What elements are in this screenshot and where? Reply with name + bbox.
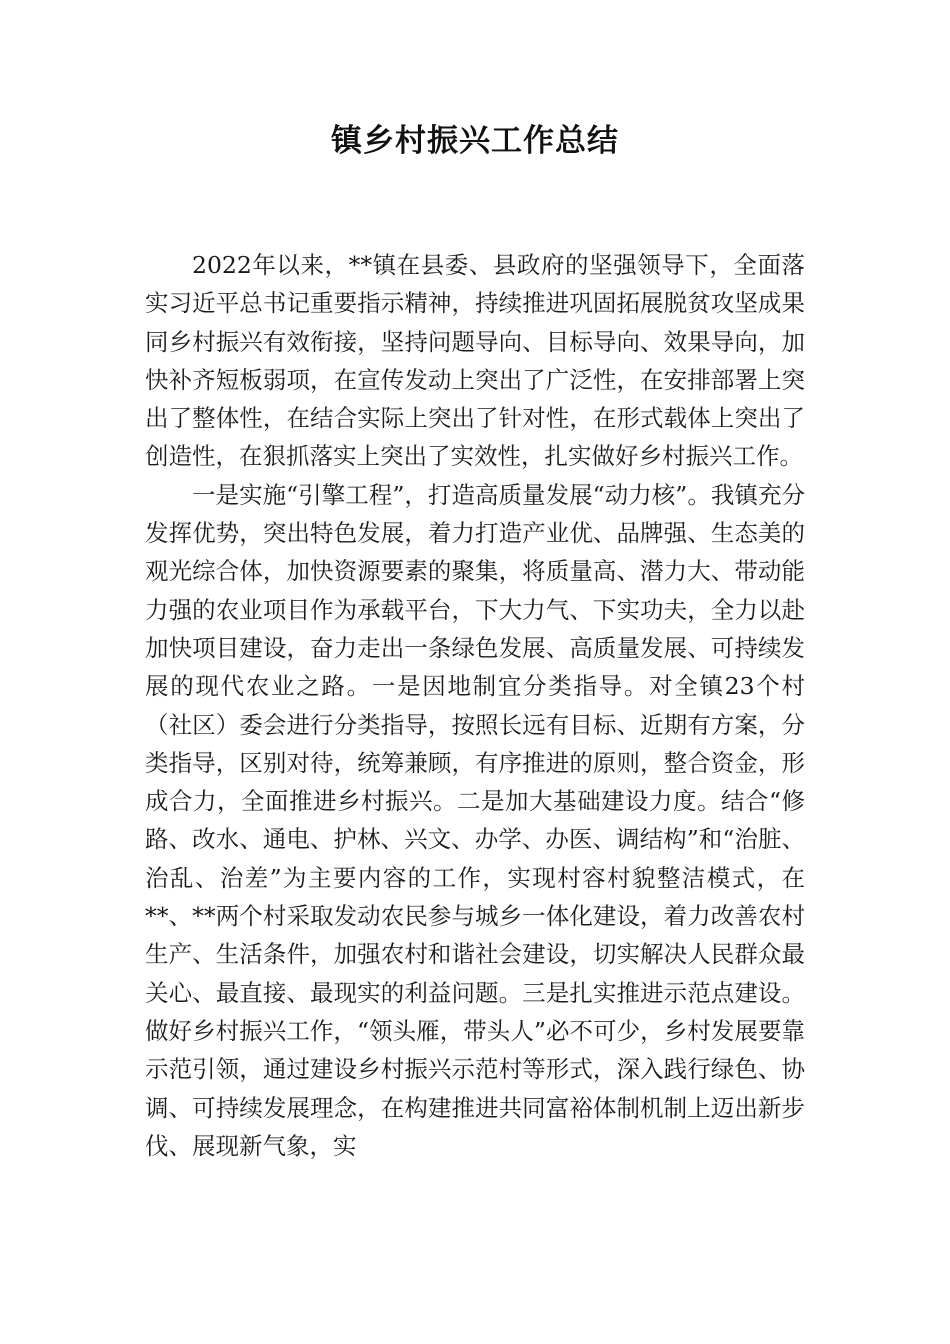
paragraph-intro: 2022年以来，**镇在县委、县政府的坚强领导下，全面落实习近平总书记重要指示精神，持续推进巩固拓展脱贫攻坚成果同乡村振兴有效衔接，坚持问题导向、目标导向、效果导向，加快补齐短板弱项，在宣传发动上突出了广泛性，在安排部署上突出了整体性，在结合实际上突出了针对性，在形式载体上突出了创造性，在狠抓落实上突出了实效性，扎实做好乡村振兴工作。: [145, 251, 805, 471]
document-body: [145, 246, 805, 1165]
document-title: 镇乡村振兴工作总结: [331, 123, 619, 159]
paragraph-engine-project: 一是实施“引擎工程”，打造高质量发展“动力核”。我镇充分发挥优势，突出特色发展，着力打造产业优、品牌强、生态美的观光综合体，加快资源要素的聚集，将质量高、潜力大、带动能力强的农业项目作为承载平台，下大力气、下实功夫，全力以赴加快项目建设，奋力走出一条绿色发展、高质量发展、可持续发展的现代农业之路。一是因地制宜分类指导。对全镇23个村（社区）委会进行分类指导，按照长远有目标、近期有方案，分类指导，区别对待，统筹兼顾，有序推进的原则，整合资金，形成合力，全面推进乡村振兴。二是加大基础建设力度。结合“修路、改水、通电、护林、兴文、办学、办医、调结构”和“治脏、治乱、治差”为主要内容的工作，实现村容村貌整洁模式，在**、**两个村采取发动农民参与城乡一体化建设，着力改善农村生产、生活条件，加强农村和谐社会建设，切实解决人民群众最关心、最直接、最现实的利益问题。三是扎实推进示范点建设。做好乡村振兴工作，“领头雁，带头人”必不可少，乡村发展要靠示范引领，通过建设乡村振兴示范村等形式，深入践行绿色、协调、可持续发展理念，在构建推进共同富裕体制机制上迈出新步伐、展现新气象，实: [145, 480, 805, 1160]
